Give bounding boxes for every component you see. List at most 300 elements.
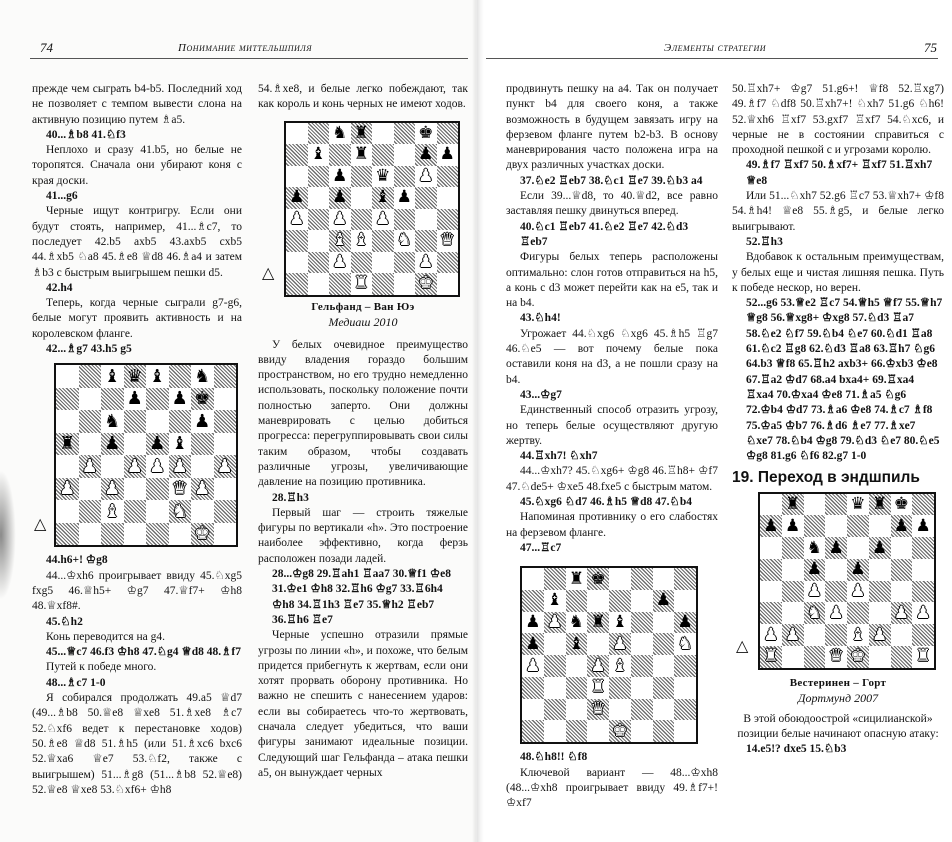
board-square (609, 720, 631, 742)
board-square (308, 166, 330, 188)
white-knight-icon: ♞ (677, 633, 693, 654)
board-square (869, 581, 891, 603)
move-line: 37.♘e2 ♖eb7 38.♘c1 ♖e7 39.♘b3 a4 (520, 174, 703, 187)
running-title-right: Элементы стратегии (664, 42, 767, 54)
board-square (124, 478, 147, 501)
board-square (869, 559, 891, 581)
move-line: 40...♗b8 41.♘f3 (46, 128, 126, 141)
board-square (912, 559, 934, 581)
chess-board (758, 492, 936, 670)
board-square (804, 515, 826, 537)
board-square (674, 568, 696, 590)
board-square (372, 252, 394, 274)
board-square (653, 677, 675, 699)
board-square (587, 612, 609, 634)
board-square (804, 602, 826, 624)
black-queen-icon: ♛ (126, 365, 143, 387)
black-pawn-icon: ♟ (806, 559, 822, 580)
board-square (912, 537, 934, 559)
left-column-2 (258, 82, 468, 781)
board-square (394, 123, 416, 145)
move-line: 44.♖xh7! ♘xh7 (520, 450, 598, 463)
paragraph: Путей к победе много. (46, 661, 157, 674)
board-square (146, 523, 169, 546)
black-bishop-icon: ♝ (375, 187, 391, 208)
board-square (308, 252, 330, 274)
move-line: 47...♖c7 (520, 541, 562, 554)
board-square (101, 388, 124, 411)
white-pawn-icon: ♟ (612, 633, 628, 654)
board-square (191, 433, 214, 456)
board-square (760, 559, 782, 581)
black-pawn-icon: ♟ (763, 515, 779, 536)
text-block (258, 82, 468, 113)
white-pawn-icon: ♟ (547, 612, 563, 633)
board-square (286, 187, 308, 209)
board-square (437, 187, 459, 209)
move-line: 48.♘h8!! ♘f8 (520, 751, 588, 764)
board-square (566, 699, 588, 721)
black-knight-icon: ♞ (332, 122, 348, 143)
diagram-caption (258, 300, 468, 330)
text-block (506, 750, 718, 811)
board-square (609, 612, 631, 634)
black-bishop-icon: ♝ (547, 590, 563, 611)
board-square (191, 388, 214, 411)
board-square (79, 433, 102, 456)
board-square (674, 720, 696, 742)
black-queen-icon: ♛ (850, 494, 866, 515)
black-king-icon: ♚ (194, 388, 211, 410)
move-line: 28...♔g8 29.♖ah1 ♖aa7 30.♕f1 ♔e8 31.♔e1 ♔h8 32.♖h6 ♔g7 33.♖6h4 ♔h8 34.♖1h3 ♖e7 35.♕h2 ♖eb7 36.♖h6 ♖e7 (272, 568, 452, 626)
move-line: 28.♖h3 (272, 491, 309, 504)
text-block (32, 553, 242, 798)
white-king-icon: ♚ (850, 646, 866, 667)
board-square (631, 720, 653, 742)
board-square (653, 590, 675, 612)
header-rule-right (486, 58, 938, 59)
chess-board (284, 121, 460, 297)
board-square (891, 515, 913, 537)
board-square (394, 230, 416, 252)
black-queen-icon: ♛ (375, 165, 391, 186)
black-pawn-icon: ♟ (785, 515, 801, 536)
white-bishop-icon: ♝ (612, 655, 628, 676)
board-square (169, 455, 192, 478)
board-square (804, 646, 826, 668)
board-square (415, 144, 437, 166)
board-square (415, 252, 437, 274)
diagram (262, 121, 468, 297)
board-square (329, 273, 351, 295)
white-queen-icon: ♛ (828, 646, 844, 667)
board-square (437, 230, 459, 252)
board-square (653, 699, 675, 721)
board-square (169, 388, 192, 411)
board-square (101, 433, 124, 456)
paragraph: Фигуры белых теперь расположены оптимально: слон готов отправиться на h5, а конь с d3 может перейти как на e5, так и на b4. (506, 251, 718, 310)
black-rook-icon: ♜ (353, 144, 369, 165)
board-square (214, 365, 237, 388)
board-square (609, 699, 631, 721)
board-square (912, 602, 934, 624)
text-block (32, 82, 242, 357)
board-square (631, 699, 653, 721)
paragraph: В этой обоюдоострой «сицилианской» позиции белые начинают опасную атаку: (737, 712, 939, 741)
board-square (609, 590, 631, 612)
board-square (869, 537, 891, 559)
black-pawn-icon: ♟ (872, 537, 888, 558)
paragraph: Первый шаг — строить тяжелые фигуры по вертикали «h». Это построение наиболее эффективно, когда ферзь расположен позади ладей. (258, 506, 468, 565)
board-square (825, 624, 847, 646)
board-square (56, 365, 79, 388)
board-square (891, 494, 913, 516)
board-square (191, 523, 214, 546)
white-pawn-icon: ♟ (194, 478, 211, 500)
left-column-1 (32, 82, 242, 798)
board-square (79, 523, 102, 546)
section-title: 19. Переход в эндшпиль (732, 469, 920, 487)
move-line: 49.♗f7 ♖xf7 50.♗xf7+ ♖xf7 51.♖xh7 ♕e8 (746, 159, 933, 187)
board-square (351, 209, 373, 231)
white-pawn-icon: ♟ (850, 581, 866, 602)
board-square (79, 500, 102, 523)
board-square (522, 677, 544, 699)
paragraph: Вдобавок к остальным преимуществам, у белых еще и чистая лишняя пешка. Путь к победе нескор, но верен. (732, 251, 944, 294)
move-line: 42...♗g7 43.h5 g5 (46, 343, 132, 356)
page-edge-shadow (0, 470, 16, 600)
board-square (372, 230, 394, 252)
game-players: Вестеринен – Горт (789, 676, 887, 689)
board-square (214, 523, 237, 546)
black-bishop-icon: ♝ (568, 633, 584, 654)
board-square (782, 624, 804, 646)
board-square (847, 581, 869, 603)
game-event: Медиаш 2010 (328, 314, 398, 329)
board-square (782, 602, 804, 624)
white-to-move-icon: △ (34, 514, 47, 534)
board-square (191, 455, 214, 478)
game-players: Гельфанд – Ван Юэ (311, 300, 415, 313)
paragraph: Неплохо и сразу 41.b5, но белые не торопятся. Сначала они убирают коня с края доски. (32, 144, 242, 187)
diagram (34, 363, 242, 547)
board-square (169, 365, 192, 388)
board-square (544, 568, 566, 590)
black-rook-icon: ♜ (568, 568, 584, 589)
white-rook-icon: ♜ (915, 646, 931, 667)
paragraph: Ключевой вариант — 48...♔xh8 (48...♔xh8 проигрывает ввиду 49.♗f7+! ♔xf7 (506, 766, 718, 810)
board-square (214, 410, 237, 433)
board-square (674, 699, 696, 721)
paragraph: Я собирался продолжать 49.a5 ♕d7 (49...♗b8 50.♕e8 ♕xe8 51.♗xe8 ♗c7 52.♘xf6 ведет к перестановке ходов) 50.♗e8 ♕d8 51.♗h5 (или 51.♗xc6 bxc6 52.♕xa6 ♕e7 53.♘f2, также с выигрышем) 51...♗g8 (51...♗b8 52.♕e8) 52.♕e8 ♕xe8 53.♘xf6+ ♔h8 (32, 692, 242, 796)
board-square (847, 537, 869, 559)
board-square (804, 624, 826, 646)
board-square (674, 612, 696, 634)
board-square (782, 581, 804, 603)
board-square (804, 494, 826, 516)
board-square (847, 515, 869, 537)
board-square (351, 123, 373, 145)
header-rule-left (30, 58, 468, 59)
board-square (825, 559, 847, 581)
black-pawn-icon: ♟ (828, 537, 844, 558)
right-column-1 (506, 82, 718, 811)
board-square (825, 494, 847, 516)
board-square (566, 655, 588, 677)
board-square (912, 646, 934, 668)
board-square (286, 209, 308, 231)
board-square (146, 500, 169, 523)
board-square (437, 209, 459, 231)
paragraph: 54.♗xe8, и белые легко побеждают, так как король и конь черных не имеют ходов. (258, 83, 468, 111)
board-square (825, 515, 847, 537)
black-pawn-icon: ♟ (104, 433, 121, 455)
white-king-icon: ♚ (418, 273, 434, 294)
board-square (566, 633, 588, 655)
board-square (437, 166, 459, 188)
board-square (522, 720, 544, 742)
board-square (544, 720, 566, 742)
board-square (169, 523, 192, 546)
board-square (329, 144, 351, 166)
white-knight-icon: ♞ (171, 500, 188, 522)
move-line: 45...♕c7 46.f3 ♔h8 47.♘g4 ♕d8 48.♗f7 (46, 646, 241, 659)
board-square (522, 568, 544, 590)
white-bishop-icon: ♝ (332, 230, 348, 251)
paragraph: 44...♔xh6 проигрывает ввиду 45.♘xg5 fxg5 46.♕h5+ ♔g7 47.♕f7+ ♔h8 48.♕xf8#. (32, 569, 242, 613)
board-square (329, 166, 351, 188)
black-pawn-icon: ♟ (289, 187, 305, 208)
board-square (372, 187, 394, 209)
board-square (760, 581, 782, 603)
board-square (79, 455, 102, 478)
move-line: 43.♘h4! (520, 312, 561, 325)
black-pawn-icon: ♟ (194, 410, 211, 432)
board-square (609, 568, 631, 590)
board-square (124, 433, 147, 456)
diagram (736, 492, 944, 670)
white-king-icon: ♚ (194, 523, 211, 545)
text-block (732, 82, 944, 464)
board-square (522, 590, 544, 612)
board-square (760, 537, 782, 559)
white-pawn-icon: ♟ (332, 208, 348, 229)
board-square (394, 209, 416, 231)
board-square (912, 624, 934, 646)
board-square (847, 494, 869, 516)
board-square (146, 455, 169, 478)
board-square (825, 602, 847, 624)
running-title-left: Понимание миттельшпиля (178, 42, 312, 54)
black-pawn-icon: ♟ (439, 144, 455, 165)
black-pawn-icon: ♟ (677, 612, 693, 633)
board-square (674, 655, 696, 677)
board-square (437, 252, 459, 274)
board-square (631, 590, 653, 612)
board-square (372, 273, 394, 295)
black-king-icon: ♚ (893, 494, 909, 515)
board-square (124, 365, 147, 388)
board-square (782, 515, 804, 537)
move-line: 48...♗c7 1-0 (46, 676, 106, 689)
board-square (891, 624, 913, 646)
board-square (191, 478, 214, 501)
board-square (912, 515, 934, 537)
board-square (653, 720, 675, 742)
text-block (732, 712, 944, 758)
board-square (566, 590, 588, 612)
board-square (653, 612, 675, 634)
board-square (653, 655, 675, 677)
board-square (214, 388, 237, 411)
board-square (566, 612, 588, 634)
white-pawn-icon: ♟ (59, 478, 76, 500)
board-square (760, 624, 782, 646)
board-square (522, 699, 544, 721)
paragraph: Черные ищут контригру. Если они будут стоять, например, 41...♗c7, то последует 42.b5 axb5 43.axb5 cxb5 44.♗xb5 ♘a8 45.♗e8 ♕d8 46.♗a4 и затем ♗b3 с быстрым выигрышем пешки d5. (32, 205, 242, 279)
right-column-2 (732, 82, 944, 758)
white-pawn-icon: ♟ (806, 581, 822, 602)
board-square (286, 166, 308, 188)
diagram-caption (732, 676, 944, 706)
board-square (825, 581, 847, 603)
board-square (308, 187, 330, 209)
board-square (869, 515, 891, 537)
paragraph: продвинуть пешку на a4. Так он получает пункт b4 для своего коня, а также возможность в будущем завязать игру на ферзевом фланге путем b2-b3. В основу маневрирования часто положена игра на двух различных участках доски. (506, 83, 718, 172)
white-queen-icon: ♛ (439, 230, 455, 251)
black-bishop-icon: ♝ (149, 365, 166, 387)
board-square (544, 590, 566, 612)
white-pawn-icon: ♟ (915, 602, 931, 623)
board-square (351, 187, 373, 209)
board-square (329, 209, 351, 231)
board-square (101, 455, 124, 478)
black-rook-icon: ♜ (785, 494, 801, 515)
black-bishop-icon: ♝ (612, 612, 628, 633)
board-square (587, 655, 609, 677)
board-square (372, 166, 394, 188)
board-square (56, 388, 79, 411)
board-square (146, 410, 169, 433)
white-bishop-icon: ♝ (850, 624, 866, 645)
board-square (394, 252, 416, 274)
board-square (124, 388, 147, 411)
board-square (653, 633, 675, 655)
board-square (631, 655, 653, 677)
board-square (566, 677, 588, 699)
board-square (804, 559, 826, 581)
board-square (653, 568, 675, 590)
board-square (760, 515, 782, 537)
white-pawn-icon: ♟ (126, 455, 143, 477)
black-pawn-icon: ♟ (332, 165, 348, 186)
board-square (169, 410, 192, 433)
board-square (760, 646, 782, 668)
board-square (587, 590, 609, 612)
board-square (566, 568, 588, 590)
board-square (101, 478, 124, 501)
board-square (869, 494, 891, 516)
board-square (631, 612, 653, 634)
board-square (415, 187, 437, 209)
white-pawn-icon: ♟ (171, 455, 188, 477)
board-square (415, 273, 437, 295)
move-line: 14.e5!? dxe5 15.♘b3 (746, 743, 847, 756)
paragraph: Единственный способ отразить угрозу, но теперь белые осуществляют другую жертву. (506, 404, 718, 447)
board-square (522, 633, 544, 655)
white-rook-icon: ♜ (763, 646, 779, 667)
white-pawn-icon: ♟ (104, 478, 121, 500)
board-square (825, 537, 847, 559)
board-square (869, 624, 891, 646)
black-king-icon: ♚ (418, 122, 434, 143)
white-pawn-icon: ♟ (590, 655, 606, 676)
board-square (782, 559, 804, 581)
page-number-right: 75 (924, 40, 937, 55)
black-pawn-icon: ♟ (149, 433, 166, 455)
white-rook-icon: ♜ (353, 273, 369, 294)
black-rook-icon: ♜ (353, 122, 369, 143)
black-pawn-icon: ♟ (332, 187, 348, 208)
move-line: 40.♘c1 ♖eb7 41.♘e2 ♖e7 42.♘d3 ♖eb7 (520, 220, 689, 248)
board-square (804, 581, 826, 603)
white-pawn-icon: ♟ (785, 624, 801, 645)
board-square (891, 581, 913, 603)
white-pawn-icon: ♟ (418, 251, 434, 272)
black-bishop-icon: ♝ (171, 433, 188, 455)
board-square (587, 677, 609, 699)
board-square (308, 273, 330, 295)
board-square (631, 677, 653, 699)
board-square (522, 612, 544, 634)
text-block (258, 338, 468, 782)
board-square (56, 478, 79, 501)
white-bishop-icon: ♝ (353, 230, 369, 251)
board-square (101, 500, 124, 523)
board-square (609, 677, 631, 699)
board-square (760, 602, 782, 624)
board-square (286, 273, 308, 295)
text-block (506, 82, 718, 556)
white-to-move-icon: △ (262, 263, 275, 283)
board-square (912, 494, 934, 516)
board-square (544, 612, 566, 634)
black-pawn-icon: ♟ (655, 590, 671, 611)
black-rook-icon: ♜ (590, 612, 606, 633)
move-line: 52...g6 53.♕e2 ♖c7 54.♕h5 ♕f7 55.♕h7 ♕g8 56.♕xg8+ ♔xg8 57.♘d3 ♖a7 58.♘e2 ♘f7 59.♘b4 ♘e7 60.♘d1 ♖a8 61.♘c2 ♖g8 62.♘d3 ♖a8 63.♖h7 ♘g6 64.b3 ♕f8 65.♖h2 axb3+ 66.♔xb3 ♔e8 67.♖a2 ♔d7 68.a4 bxa4+ 69.♖xa4 ♖xa4 70.♔xa4 ♔e8 71.♗a5 ♘g6 72.♔b4 ♔d7 73.♗a6 ♔e8 74.♗c7 ♗f8 75.♔a5 ♔b7 76.♗d6 ♗e7 77.♗xe7 ♘xe7 78.♘b4 ♔g8 79.♘d3 ♘e7 80.♘e5 ♔g8 81.g6 ♘f6 82.g7 1-0 (746, 297, 943, 463)
board-square (101, 365, 124, 388)
white-pawn-icon: ♟ (216, 455, 233, 477)
white-pawn-icon: ♟ (289, 208, 305, 229)
paragraph: Конь переводится на g4. (46, 630, 165, 643)
board-square (286, 144, 308, 166)
board-square (146, 433, 169, 456)
board-square (847, 602, 869, 624)
board-square (286, 252, 308, 274)
board-square (394, 187, 416, 209)
board-square (566, 720, 588, 742)
board-square (351, 273, 373, 295)
board-square (124, 523, 147, 546)
paragraph: 44...♔xh7? 45.♘xg6+ ♔g8 46.♖h8+ ♔f7 47.♘de5+ ♔xe5 48.fxe5 с быстрым матом. (506, 465, 718, 493)
board-square (146, 365, 169, 388)
paragraph: Угрожает 44.♘xg6 ♘xg6 45.♗h5 ♖g7 46.♘e5 — вот почему белые пока оставили коня на d3, а не пошли сразу на b4. (506, 327, 718, 386)
board-square (56, 500, 79, 523)
board-square (760, 494, 782, 516)
board-square (609, 633, 631, 655)
board-square (847, 624, 869, 646)
board-square (674, 590, 696, 612)
